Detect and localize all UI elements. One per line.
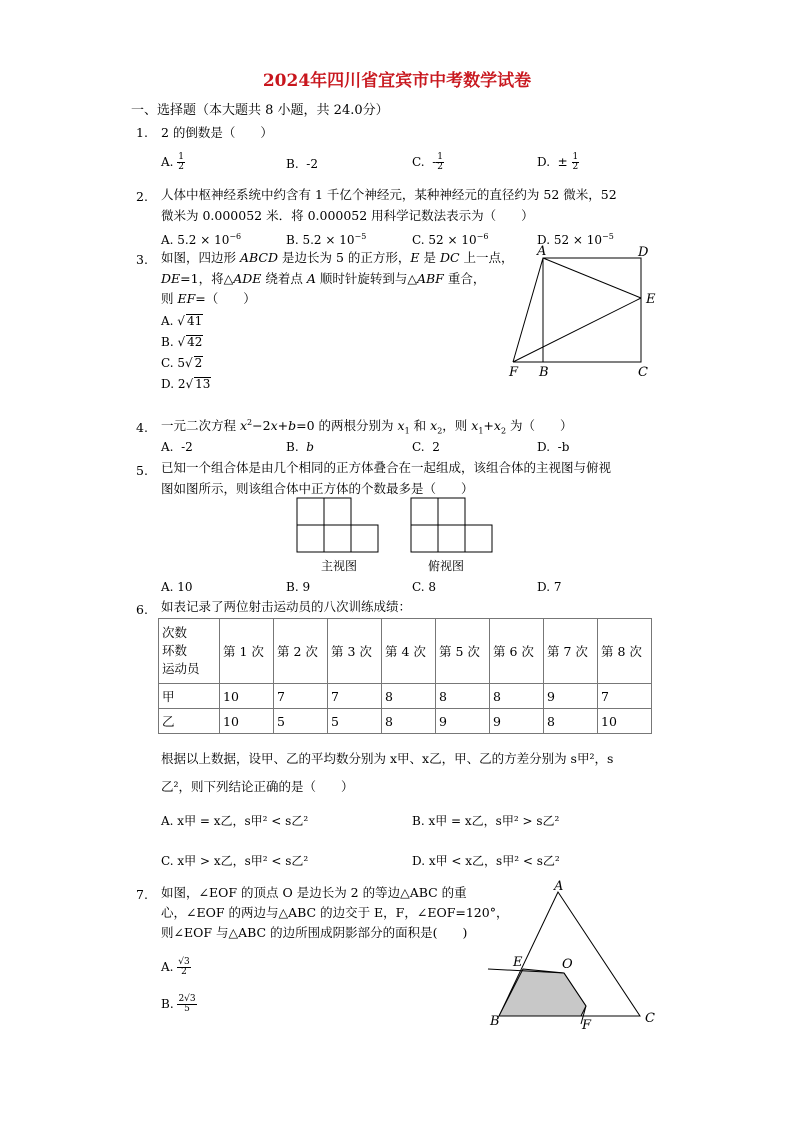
q2-number: 2. <box>136 189 148 204</box>
fraction: $\frac{1}{2}$ <box>437 152 443 172</box>
label-o: O <box>562 957 573 972</box>
q2-option-d: D. $52 \times 10^{-5}$ <box>537 232 614 247</box>
label-c: C <box>645 1011 655 1026</box>
label-c: C <box>638 365 648 380</box>
q5-line1: 已知一个组合体是由几个相同的正方体叠合在一起组成，该组合体的主视图与俯视 <box>161 460 612 475</box>
table-cell: 7 <box>274 684 328 709</box>
label-a: A <box>537 244 547 259</box>
label-f: F <box>509 365 519 380</box>
label-e: E <box>513 955 523 970</box>
fraction: $\frac{√3}{2}$ <box>178 957 190 977</box>
q6-option-d: D. x甲 < x乙，s甲² < s乙² <box>412 854 560 868</box>
q1-option-d: D. ± $\frac{1}{2}$ <box>537 152 579 172</box>
fraction: $\frac{2√3}{5}$ <box>178 994 196 1014</box>
q1-stem: 2 的倒数是（ ） <box>161 125 273 140</box>
q4-option-c: C. 2 <box>412 440 440 454</box>
q7-line2: 心，∠EOF 的两边与△ABC 的边交于 E，F，∠EOF=120°， <box>161 905 509 920</box>
table-header-row <box>159 619 652 684</box>
q5-line2: 图如图所示，则该组合体中正方体的个数最多是（ ） <box>161 481 474 496</box>
q2-line2: 微米为 0.000052 米．将 0.000052 用科学记数法表示为（ ） <box>161 208 534 223</box>
table-cell: 7 <box>328 684 382 709</box>
table-header-cell: 第 5 次 <box>436 619 490 684</box>
q6-option-c: C. x甲 > x乙，s甲² < s乙² <box>161 854 309 868</box>
q1-option-a: A. $\frac{1}{2}$ <box>161 152 185 172</box>
segment-fe <box>513 298 641 362</box>
q7-option-b: B. $\frac{2√3}{5}$ <box>161 994 196 1014</box>
label-f: F <box>582 1018 592 1033</box>
corner-rings: 环数 <box>162 642 188 658</box>
table-cell: 9 <box>436 709 490 734</box>
q7-line3: 则∠EOF 与△ABC 的边所围成阴影部分的面积是( ) <box>161 925 468 940</box>
table-cell: 9 <box>490 709 544 734</box>
q1-option-c: C. - $\frac{1}{2}$ <box>412 152 443 172</box>
q6-line1: 根据以上数据，设甲、乙的平均数分别为 x甲、x乙，甲、乙的方差分别为 s甲²，s <box>161 751 614 766</box>
corner-times: 次数 <box>162 624 188 640</box>
table-row <box>159 684 652 709</box>
q4-option-d: D. -b <box>537 440 570 454</box>
table-cell: 8 <box>382 684 436 709</box>
table-cell: 10 <box>598 709 652 734</box>
table-header-cell: 第 1 次 <box>220 619 274 684</box>
table-cell: 5 <box>328 709 382 734</box>
square-abcd <box>543 258 641 362</box>
shaded-region <box>499 969 586 1016</box>
table-corner-cell <box>159 619 220 684</box>
q2-option-a: A. $5.2 \times 10^{-6}$ <box>161 232 242 247</box>
q2-line1: 人体中枢神经系统中约含有 1 千亿个神经元，某种神经元的直径约为 52 微米，52 <box>161 187 617 202</box>
fraction: $\frac{1}{2}$ <box>572 152 579 172</box>
table-cell: 9 <box>544 684 598 709</box>
q4-option-a: A. -2 <box>161 440 193 454</box>
table-cell: 10 <box>220 709 274 734</box>
q3-line1: 如图，四边形 ABCD 是边长为 5 的正方形，E 是 DC 上一点， <box>161 250 514 265</box>
q6-stem: 如表记录了两位射击运动员的八次训练成绩： <box>161 599 412 614</box>
front-view-label: 主视图 <box>321 559 358 573</box>
q6-option-a: A. x甲 = x乙，s甲² < s乙² <box>161 814 309 828</box>
label-d: D <box>638 245 649 260</box>
table-cell: 8 <box>544 709 598 734</box>
q7-line1: 如图，∠EOF 的顶点 O 是边长为 2 的等边△ABC 的重 <box>161 885 467 900</box>
table-header-cell: 第 7 次 <box>544 619 598 684</box>
section-heading: 一、选择题（本大题共 8 小题，共 24.0分） <box>131 103 389 118</box>
q7-triangle-figure <box>480 876 670 1038</box>
label-a: A <box>554 879 564 894</box>
score-table <box>158 618 652 734</box>
q1-number: 1. <box>136 125 148 140</box>
q5-option-b: B. 9 <box>286 580 311 594</box>
table-header-cell: 第 2 次 <box>274 619 328 684</box>
q5-views-figure <box>290 494 510 558</box>
table-cell: 5 <box>274 709 328 734</box>
q3-line3: 则 EF=（ ） <box>161 291 256 306</box>
q3-number: 3. <box>136 252 148 267</box>
table-header-cell: 第 6 次 <box>490 619 544 684</box>
table-cell: 7 <box>598 684 652 709</box>
q4-stem: 一元二次方程 $x^2-2x+b=0$ 的两根分别为 $x_1$ 和 $x_2$，则 $x_1+x_2$ 为（ ） <box>161 418 573 436</box>
label-b: B <box>490 1014 500 1029</box>
q3-option-a: A. √ 41 <box>161 314 203 328</box>
q3-line2: DE=1，将△ADE 绕着点 A 顺时针旋转到与△ABF 重合， <box>161 271 486 286</box>
exam-title: 2024年四川省宜宾市中考数学试卷 <box>262 71 532 91</box>
table-cell: 8 <box>382 709 436 734</box>
table-cell: 10 <box>220 684 274 709</box>
top-view <box>411 498 492 552</box>
q6-line2: 乙²，则下列结论正确的是（ ） <box>161 779 354 794</box>
table-header-cell: 第 3 次 <box>328 619 382 684</box>
q4-number: 4. <box>136 420 148 435</box>
table-cell: 8 <box>490 684 544 709</box>
label-e: E <box>646 292 656 307</box>
table-header-cell: 第 8 次 <box>598 619 652 684</box>
corner-athlete: 运动员 <box>162 661 200 677</box>
q5-option-a: A. 10 <box>161 580 193 594</box>
q3-option-c: C. 5√ 2 <box>161 356 203 370</box>
q7-number: 7. <box>136 887 148 902</box>
q3-square-figure <box>500 240 670 380</box>
q5-option-d: D. 7 <box>537 580 562 594</box>
q3-option-d: D. 2√ 13 <box>161 377 211 391</box>
q6-option-b: B. x甲 = x乙，s甲² > s乙² <box>412 814 560 828</box>
top-view-label: 俯视图 <box>428 559 465 573</box>
q1-option-b: B. -2 <box>286 157 318 171</box>
table-row <box>159 709 652 734</box>
q5-option-c: C. 8 <box>412 580 437 594</box>
q6-number: 6. <box>136 602 148 617</box>
table-row-name: 乙 <box>159 709 220 734</box>
table-cell: 8 <box>436 684 490 709</box>
front-view <box>297 498 378 552</box>
q7-option-a: A. $\frac{√3}{2}$ <box>161 957 190 977</box>
q5-number: 5. <box>136 463 148 478</box>
table-row-name: 甲 <box>159 684 220 709</box>
table-header-cell: 第 4 次 <box>382 619 436 684</box>
q2-option-c: C. $52 \times 10^{-6}$ <box>412 232 489 247</box>
fraction: $\frac{1}{2}$ <box>178 152 185 172</box>
q4-option-b: B. b <box>286 440 314 454</box>
segment-ae <box>543 258 641 298</box>
label-b: B <box>539 365 549 380</box>
q3-option-b: B. √ 42 <box>161 335 203 349</box>
q2-option-b: B. $5.2 \times 10^{-5}$ <box>286 232 367 247</box>
segment-af <box>513 258 543 362</box>
